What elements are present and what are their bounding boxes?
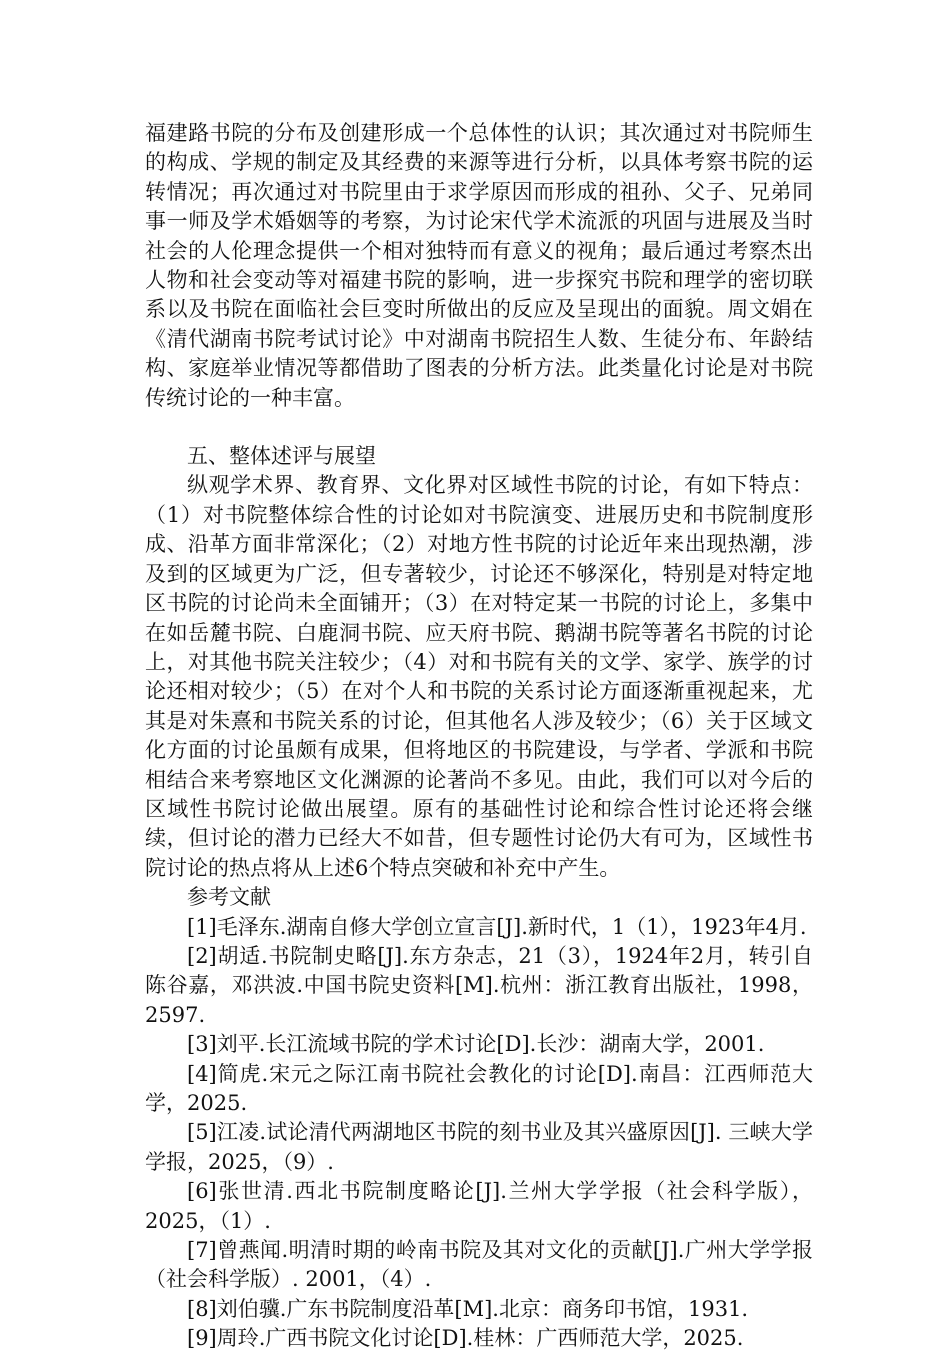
reference-item: [3]刘平.长江流域书院的学术讨论[D].长沙：湖南大学，2001. [187,1032,765,1057]
body-paragraph-1: 福建路书院的分布及创建形成一个总体性的认识；其次通过对书院师生的构成、学规的制定及其经费的来源等进行分析，以具体考察书院的运转情况；再次通过对书院里由于求学原因而形成的祖孙、父子、兄弟同事一师及学术婚姻等的考察，为讨论宋代学术流派的巩固与进展及当时社会的人伦理念提供一个相对独特而有意义的视角；最后通过考察杰出人物和社会变动等对福建书院的影响，进一步探究书院和理学的密切联系以及书院在面临社会巨变时所做出的反应及呈现出的面貌。周文娟在《清代湖南书院考试讨论》中对湖南书院招生人数、生徒分布、年龄结构、家庭举业情况等都借助了图表的分析方法。此类量化讨论是对书院传统讨论的一种丰富。 [145,121,813,410]
reference-item: [7]曾燕闻.明清时期的岭南书院及其对文化的贡献[J].广州大学学报（社会科学版）. 2001，（4）. [145,1238,813,1292]
reference-item: [2]胡适.书院制史略[J].东方杂志，21（3），1924年2月，转引自陈谷嘉，邓洪波.中国书院史资料[M].杭州：浙江教育出版社，1998，2597. [145,943,813,1027]
reference-item: [5]江凌.试论清代两湖地区书院的刻书业及其兴盛原因[J]. 三峡大学学报，2025，（9）. [145,1120,813,1174]
reference-item: [4]简虎.宋元之际江南书院社会教化的讨论[D].南昌：江西师范大学，2025. [145,1061,813,1115]
reference-item: [9]周玲.广西书院文化讨论[D].桂林：广西师范大学，2025. [187,1326,744,1351]
reference-list [145,913,813,1354]
references-heading: 参考文献 [187,885,271,910]
body-paragraph-2: 纵观学术界、教育界、文化界对区域性书院的讨论，有如下特点：（1）对书院整体综合性的讨论如对书院演变、进展历史和书院制度形成、沿革方面非常深化；（2）对地方性书院的讨论近年来出现热潮，涉及到的区域更为广泛，但专著较少，讨论还不够深化，特别是对特定地区书院的讨论尚未全面铺开；（3）在对特定某一书院的讨论上，多集中在如岳麓书院、白鹿洞书院、应天府书院、鹅湖书院等著名书院的讨论上，对其他书院关注较少；（4）对和书院有关的文学、家学、族学的讨论还相对较少；（5）在对个人和书院的关系讨论方面逐渐重视起来，尤其是对朱熹和书院关系的讨论，但其他名人涉及较少；（6）关于区域文化方面的讨论虽颇有成果，但将地区的书院建设，与学者、学派和书院相结合来考察地区文化渊源的论著尚不多见。由此，我们可以对今后的区域性书院讨论做出展望。原有的基础性讨论和综合性讨论还将会继续，但讨论的潜力已经大不如昔，但专题性讨论仍大有可为，区域性书院讨论的热点将从上述6个特点突破和补充中产生。 [145,473,813,880]
reference-item: [8]刘伯骥.广东书院制度沿革[M].北京：商务印书馆，1931. [187,1296,749,1321]
document-body [145,119,813,1354]
reference-item: [1]毛泽东.湖南自修大学创立宣言[J].新时代，1（1），1923年4月. [187,914,807,939]
section-heading: 五、整体述评与展望 [187,444,376,469]
reference-item: [6]张世清.西北书院制度略论[J].兰州大学学报（社会科学版），2025，（1）. [145,1179,813,1233]
